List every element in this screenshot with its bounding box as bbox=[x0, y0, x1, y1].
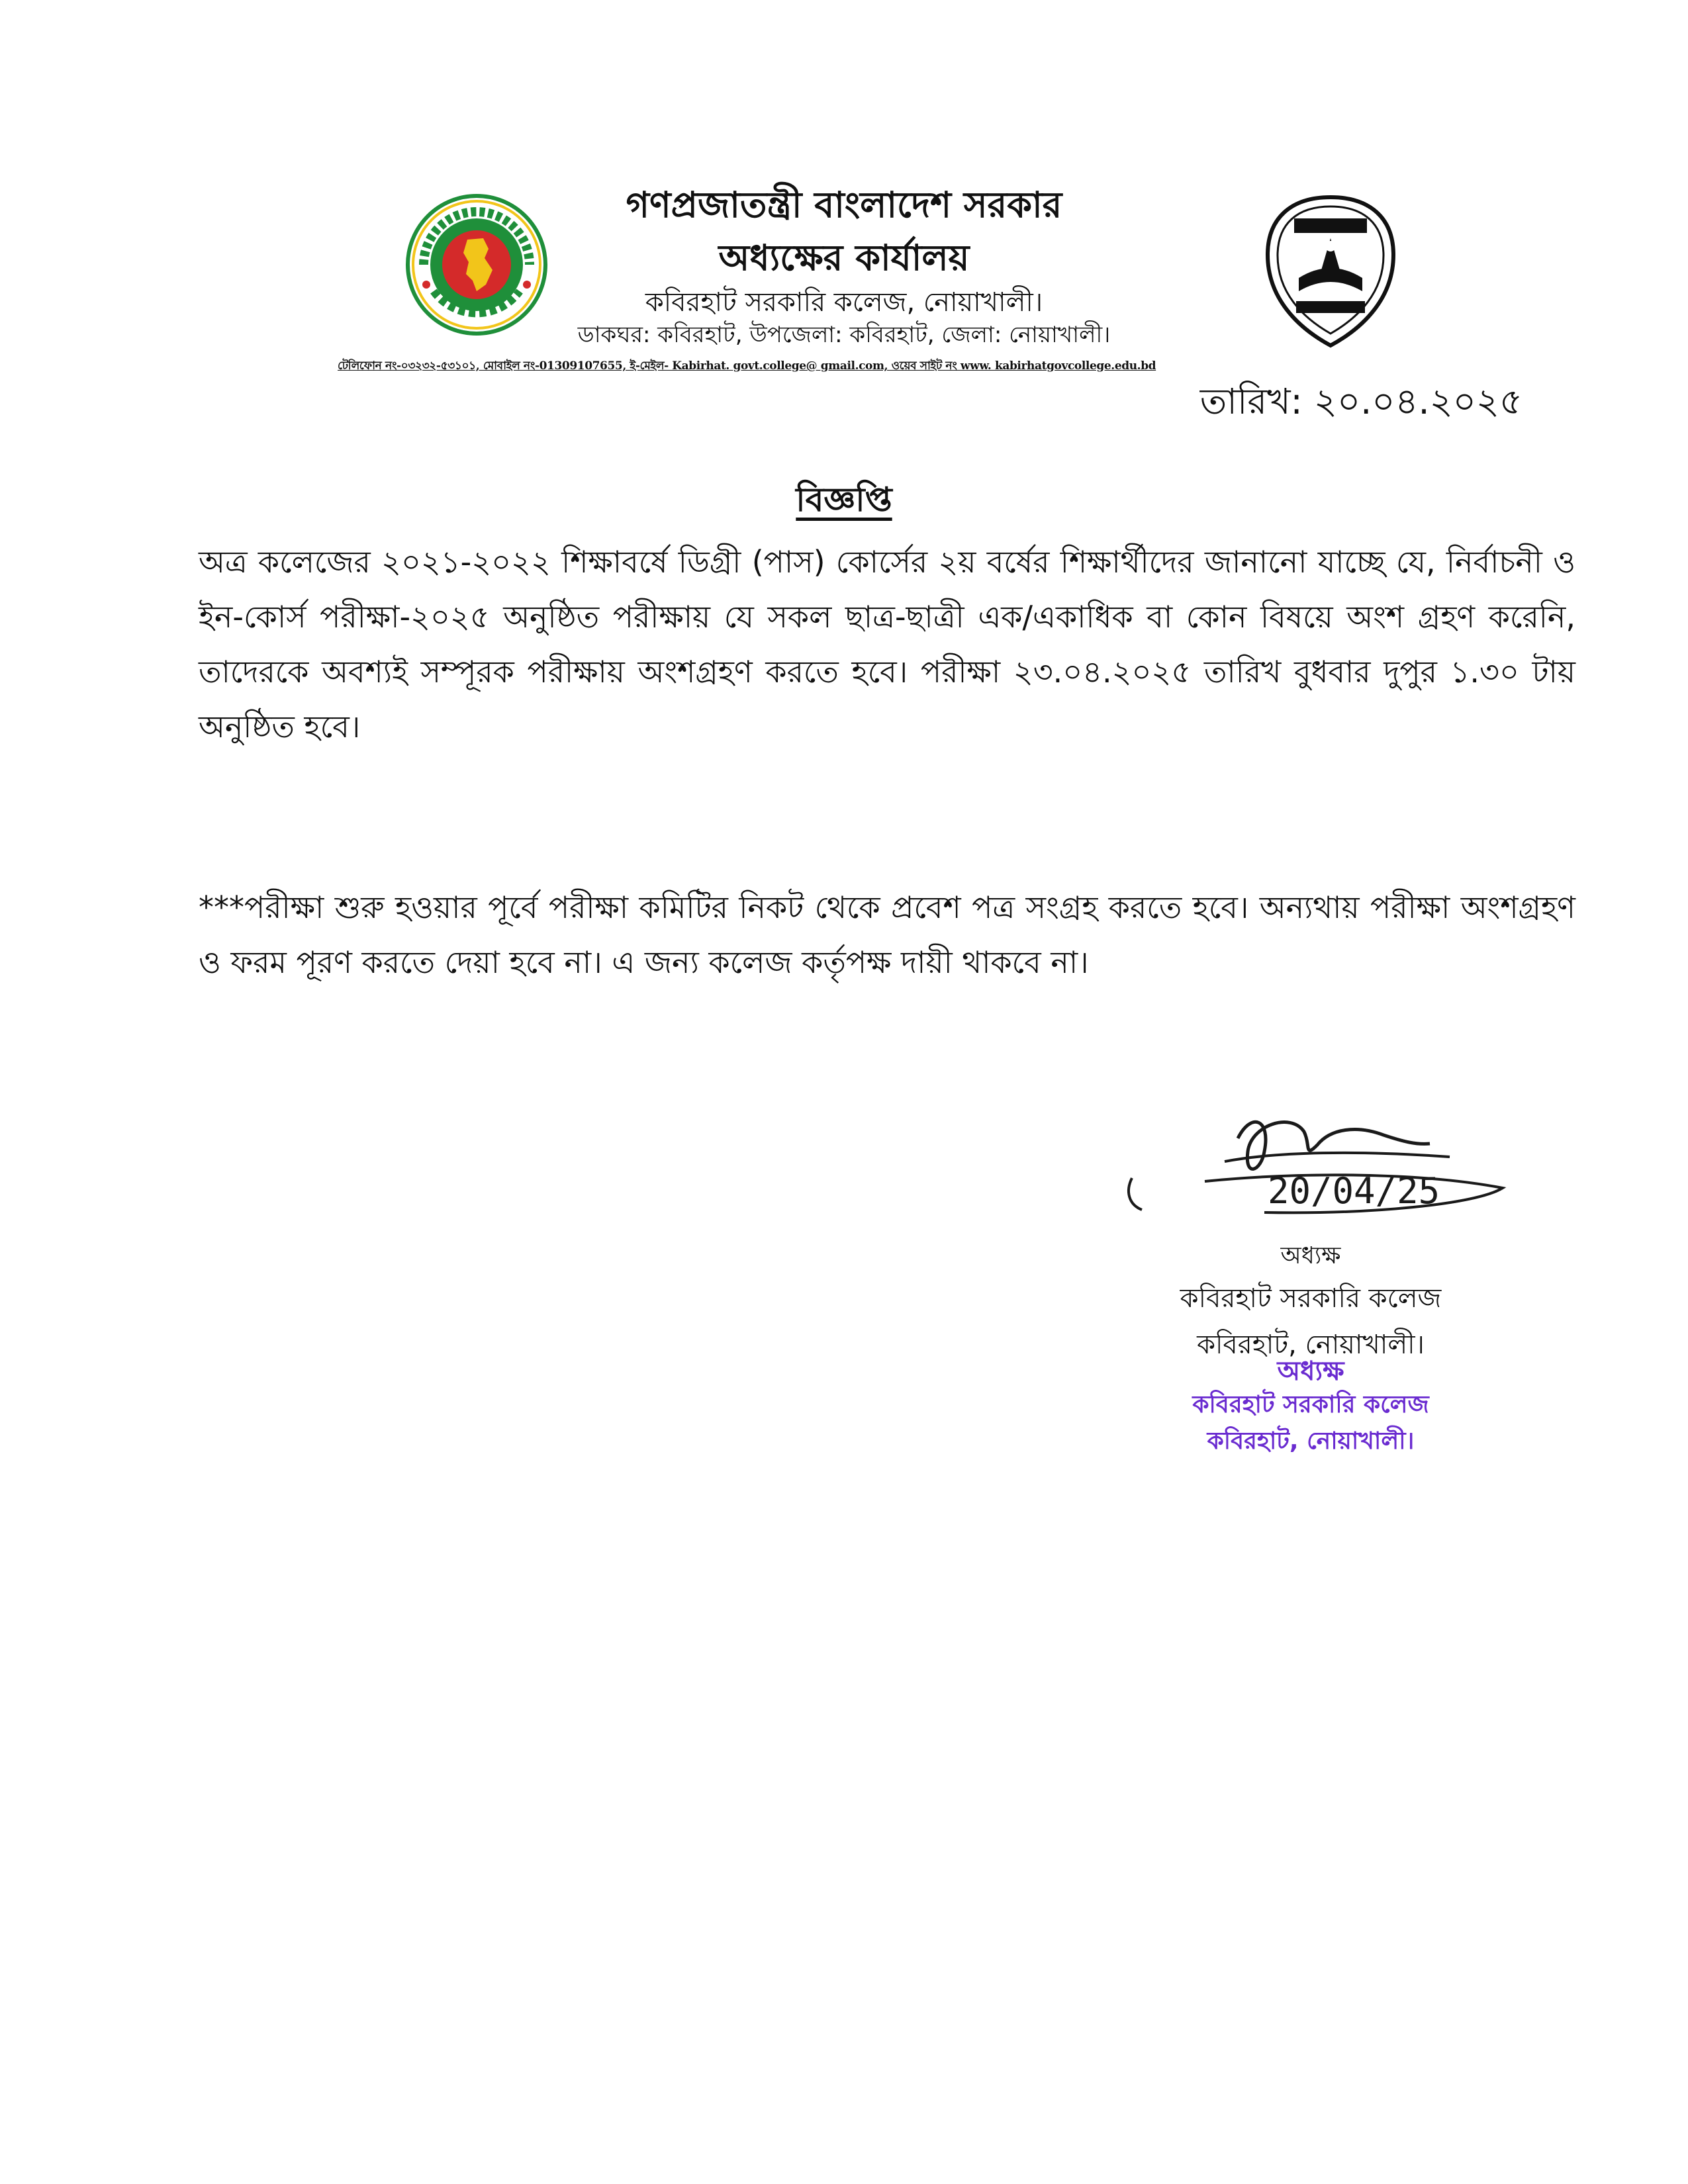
signatory-place: কবিরহাট, নোয়াখালী। bbox=[1197, 1330, 1425, 1360]
govt-name: গণপ্রজাতন্ত্রী বাংলাদেশ সরকার bbox=[626, 184, 1062, 226]
notice-title: বিজ্ঞপ্তি bbox=[796, 480, 892, 519]
signatory-designation: অধ্যক্ষ bbox=[1280, 1242, 1341, 1269]
notice-paragraph-1: অত্র কলেজের ২০২১-২০২২ শিক্ষাবর্ষে ডিগ্রী (পাস) কোর্সের ২য় বর্ষের শিক্ষার্থীদের জানানো যাচ্ছে যে, নির্বাচনী ও ইন-কোর্স পরীক্ষা-২০২৫ অনুষ্ঠিত পরীক্ষায় যে সকল ছাত্র-ছাত্রী এক/একাধিক বা কোন বিষয়ে অংশ গ্রহণ করেনি, তাদেরকে অবশ্যই সম্পূরক পরীক্ষায় অংশগ্রহণ করতে হবে। পরীক্ষা ২৩.০৪.২০২৫ তারিখ বুধবার দুপুর ১.৩০ টায় অনুষ্ঠিত হবে। bbox=[199, 544, 1575, 745]
signatory-office: কবিরহাট সরকারি কলেজ bbox=[1180, 1283, 1442, 1314]
stamp-office: কবিরহাট সরকারি কলেজ bbox=[1192, 1391, 1429, 1418]
notice-date: তারিখ: ২০.০৪.২০২৫ bbox=[1199, 381, 1523, 422]
stamp-place: কবিরহাট, নোয়াখালী। bbox=[1207, 1428, 1415, 1455]
signature-date: 20/04/25 bbox=[1268, 1170, 1440, 1212]
contact-line: টেলিফোন নং-০৩২৩২-৫৩১০১, মোবাইল নং-01309107655, ই-মেইল- Kabirhat. govt.college@ gmail.com, ওয়েব সাইট নং www. kabirhatgovcollege.edu.bd bbox=[338, 359, 1156, 373]
notice-paragraph-2: ***পরীক্ষা শুরু হওয়ার পূর্বে পরীক্ষা কমিটির নিকট থেকে প্রবেশ পত্র সংগ্রহ করতে হবে। অন্যথায় পরীক্ষা অংশগ্রহণ ও ফরম পূরণ করতে দেয়া হবে না। এ জন্য কলেজ কর্তৃপক্ষ দায়ী থাকবে না। bbox=[199, 889, 1575, 980]
office-name: অধ্যক্ষের কার্যালয় bbox=[718, 237, 970, 279]
postal-address: ডাকঘর: কবিরহাট, উপজেলা: কবিরহাট, জেলা: নোয়াখালী। bbox=[577, 322, 1111, 348]
stamp-designation: অধ্যক্ষ bbox=[1277, 1356, 1344, 1387]
college-name: কবিরহাট সরকারি কলেজ, নোয়াখালী। bbox=[645, 287, 1043, 318]
handwritten-signature bbox=[1105, 1099, 1536, 1231]
